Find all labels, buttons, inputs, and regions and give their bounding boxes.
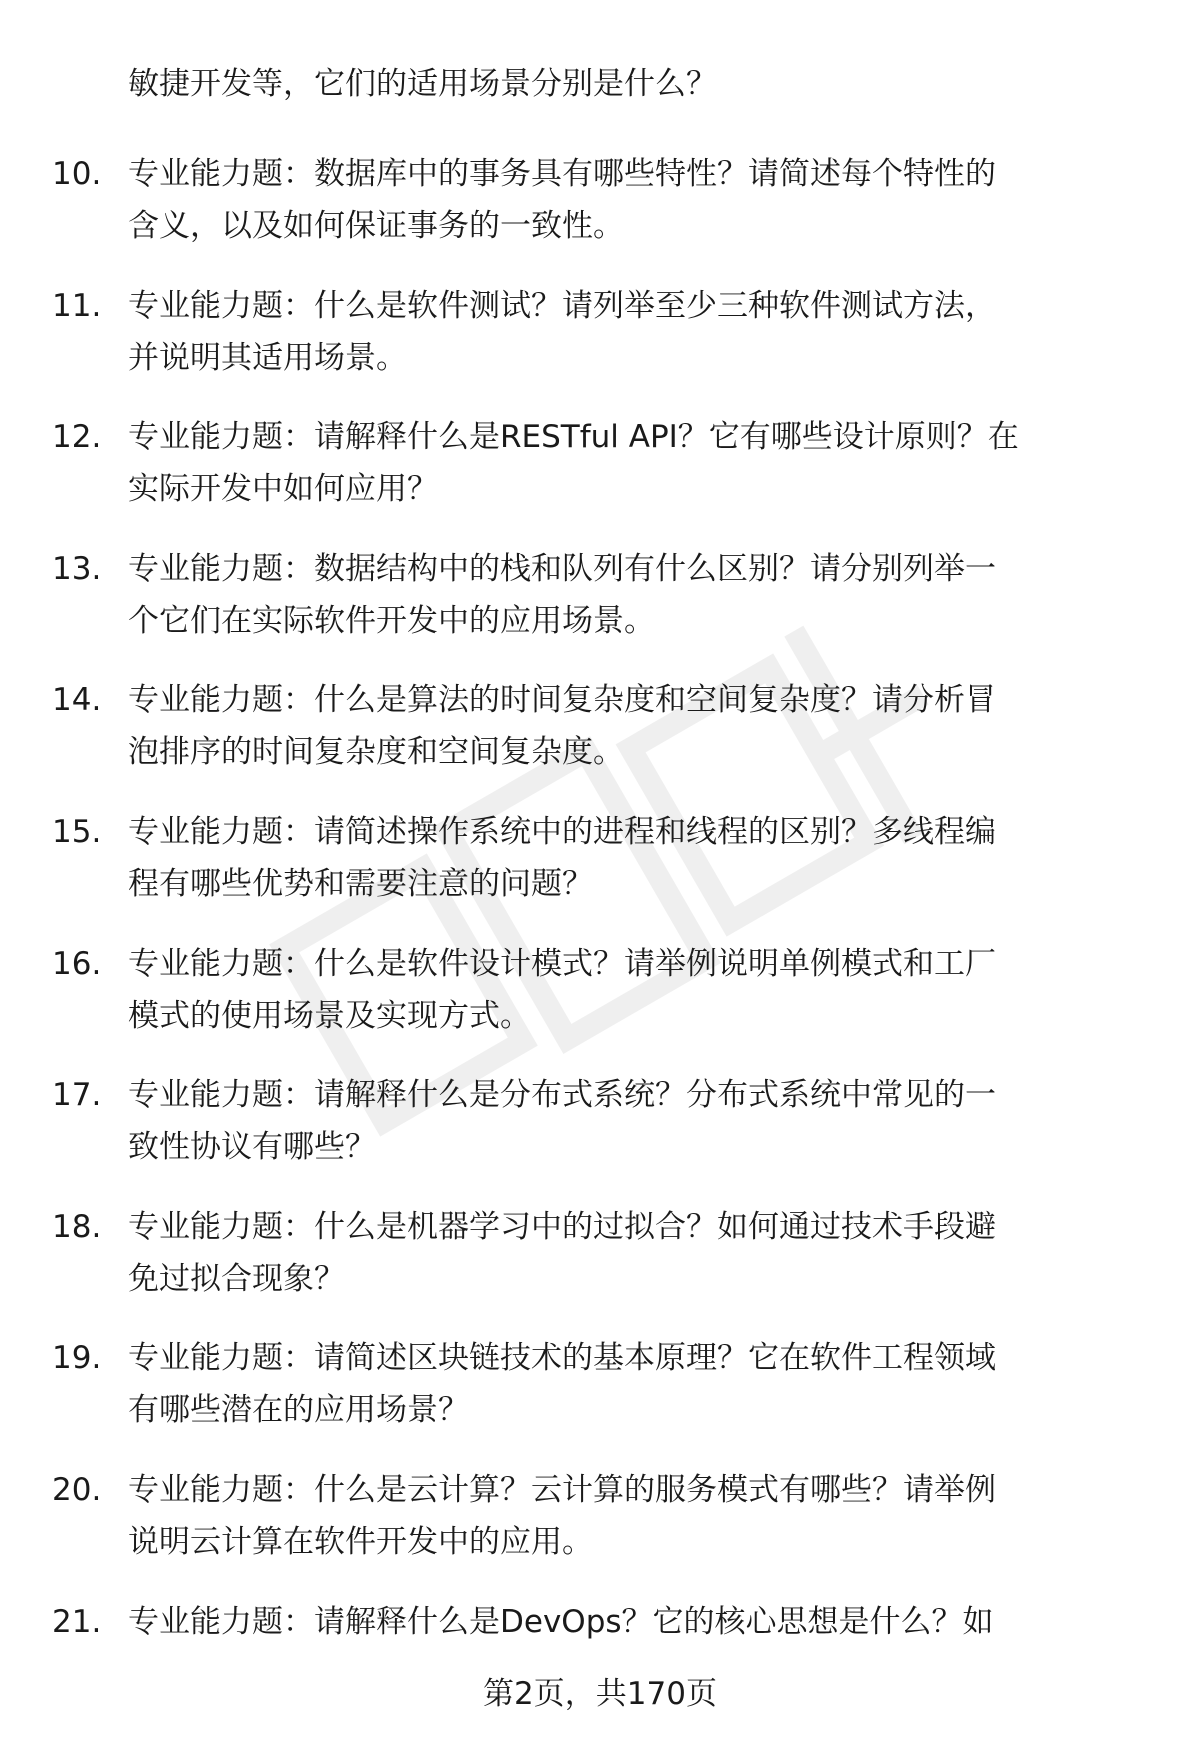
list-item <box>0 543 1200 675</box>
item-number: 18. <box>52 1208 102 1245</box>
item-text <box>128 1069 1168 1173</box>
item-number: 10. <box>52 156 102 192</box>
item-line: 专业能力题：什么是软件设计模式？请举例说明单例模式和工厂 <box>128 945 996 982</box>
item-number: 21. <box>52 1603 102 1640</box>
item-number: 20. <box>52 1471 102 1508</box>
item-text <box>128 1332 1168 1436</box>
item-text <box>128 280 1168 384</box>
item-text <box>128 938 1168 1042</box>
item-text <box>128 806 1168 910</box>
list-item <box>0 280 1200 412</box>
item-line: 专业能力题：什么是云计算？云计算的服务模式有哪些？请举例 <box>128 1471 996 1508</box>
item-number: 14. <box>52 682 102 719</box>
item-text <box>128 1464 1168 1568</box>
item-line: 有哪些潜在的应用场景？ <box>128 1392 469 1429</box>
list-item <box>0 1464 1200 1596</box>
item-line: 专业能力题：请解释什么是DevOps？它的核心思想是什么？如 <box>128 1603 994 1640</box>
item-line: 并说明其适用场景。 <box>128 339 407 376</box>
item-line: 专业能力题：请简述区块链技术的基本原理？它在软件工程领域 <box>128 1340 996 1377</box>
item-line: 模式的使用场景及实现方式。 <box>128 997 531 1034</box>
item-line: 含义，以及如何保证事务的一致性。 <box>128 208 624 244</box>
continuation-text: 敏捷开发等，它们的适用场景分别是什么？ <box>128 66 717 102</box>
item-text <box>128 1596 1168 1648</box>
list-item <box>0 806 1200 938</box>
item-line: 专业能力题：请解释什么是分布式系统？分布式系统中常见的一 <box>128 1077 996 1114</box>
question-list <box>0 148 1200 1727</box>
item-line: 致性协议有哪些？ <box>128 1129 376 1166</box>
item-number: 13. <box>52 550 102 587</box>
page-footer: 第2页，共170页 <box>483 1676 717 1712</box>
item-line: 泡排序的时间复杂度和空间复杂度。 <box>128 734 624 771</box>
item-line: 专业能力题：请解释什么是RESTful API？它有哪些设计原则？在 <box>128 419 1019 456</box>
list-item <box>0 148 1200 280</box>
item-line: 说明云计算在软件开发中的应用。 <box>128 1523 593 1560</box>
item-line: 免过拟合现象？ <box>128 1260 345 1297</box>
list-item <box>0 411 1200 543</box>
item-number: 15. <box>52 813 102 850</box>
item-line: 程有哪些优势和需要注意的问题？ <box>128 865 593 902</box>
item-line: 专业能力题：数据库中的事务具有哪些特性？请简述每个特性的 <box>128 156 996 192</box>
item-number: 17. <box>52 1077 102 1114</box>
list-item <box>0 674 1200 806</box>
item-text <box>128 543 1168 647</box>
item-line: 专业能力题：什么是软件测试？请列举至少三种软件测试方法， <box>128 287 996 324</box>
item-line: 实际开发中如何应用？ <box>128 471 438 508</box>
item-text <box>128 411 1168 515</box>
item-line: 专业能力题：数据结构中的栈和队列有什么区别？请分别列举一 <box>128 550 996 587</box>
item-number: 19. <box>52 1340 102 1377</box>
list-item <box>0 1332 1200 1464</box>
list-item <box>0 1201 1200 1333</box>
item-line: 专业能力题：请简述操作系统中的进程和线程的区别？多线程编 <box>128 813 996 850</box>
item-number: 12. <box>52 419 102 456</box>
item-line: 专业能力题：什么是机器学习中的过拟合？如何通过技术手段避 <box>128 1208 996 1245</box>
item-number: 16. <box>52 945 102 982</box>
item-text <box>128 148 1168 252</box>
item-line: 个它们在实际软件开发中的应用场景。 <box>128 602 655 639</box>
item-text <box>128 674 1168 778</box>
list-item <box>0 938 1200 1070</box>
item-text <box>128 1201 1168 1305</box>
item-number: 11. <box>52 287 102 324</box>
list-item <box>0 1069 1200 1201</box>
item-line: 专业能力题：什么是算法的时间复杂度和空间复杂度？请分析冒 <box>128 682 996 719</box>
